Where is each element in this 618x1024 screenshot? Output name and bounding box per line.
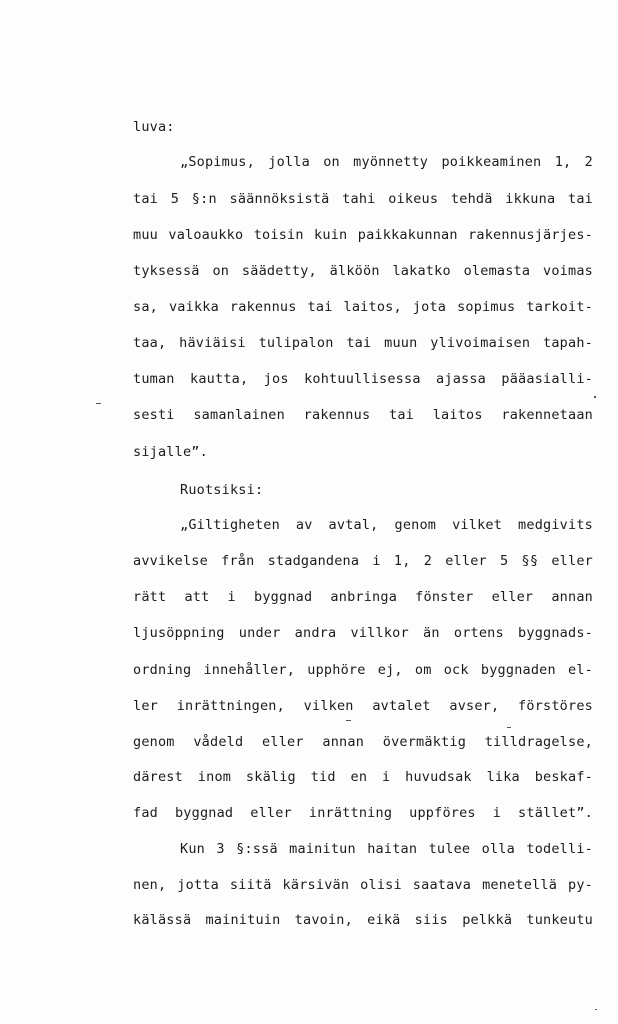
text-line: tai 5 §:n säännöksistä tahi oikeus tehdä ikkuna tai — [133, 191, 593, 207]
scan-mark — [96, 403, 101, 404]
text-line: ljusöppning under andra villkor än ortens byggnads- — [133, 625, 593, 641]
scan-mark — [594, 396, 596, 398]
text-line: muu valoaukko toisin kuin paikkakunnan rakennusjärjes- — [133, 227, 593, 243]
text-line: kälässä mainituin tavoin, eikä siis pelkkä tunkeutu — [133, 912, 593, 928]
text-line: därest inom skälig tid en i huvudsak lika beskaf- — [133, 769, 593, 785]
text-line: fad byggnad eller inrättning uppföres i stället”. — [133, 805, 593, 821]
text-line: Kun 3 §:ssä mainitun haitan tulee olla todelli- — [180, 841, 593, 857]
text-line: avvikelse från stadgandena i 1, 2 eller 5 §§ eller — [133, 553, 593, 569]
text-line: luva: — [133, 119, 175, 135]
scan-mark — [595, 1009, 597, 1010]
text-line: ordning innehåller, upphöre ej, om ock byggnaden el- — [133, 662, 593, 678]
section-heading: Ruotsiksi: — [180, 482, 264, 498]
text-line: rätt att i byggnad anbringa fönster eller annan — [133, 589, 593, 605]
text-line: nen, jotta siitä kärsivän olisi saatava menetellä py- — [133, 877, 593, 893]
text-line: „Sopimus, jolla on myönnetty poikkeaminen 1, 2 — [180, 154, 593, 170]
text-line: sesti samanlainen rakennus tai laitos rakennetaan — [133, 407, 593, 423]
text-line: tyksessä on säädetty, älköön lakatko olemasta voimas — [133, 263, 593, 279]
text-line: ler inrättningen, vilken avtalet avser, förstöres — [133, 698, 593, 714]
scan-mark — [507, 727, 511, 728]
scan-mark — [346, 720, 351, 721]
text-line: „Giltigheten av avtal, genom vilket medgivits — [180, 517, 593, 533]
text-line: taa, häviäisi tulipalon tai muun ylivoimaisen tapah- — [133, 335, 593, 351]
text-line: genom vådeld eller annan övermäktig tilldragelse, — [133, 734, 593, 750]
text-line: sa, vaikka rakennus tai laitos, jota sopimus tarkoit- — [133, 299, 593, 315]
text-line: tuman kautta, jos kohtuullisessa ajassa pääasialli- — [133, 371, 593, 387]
text-line: sijalle”. — [133, 444, 208, 460]
